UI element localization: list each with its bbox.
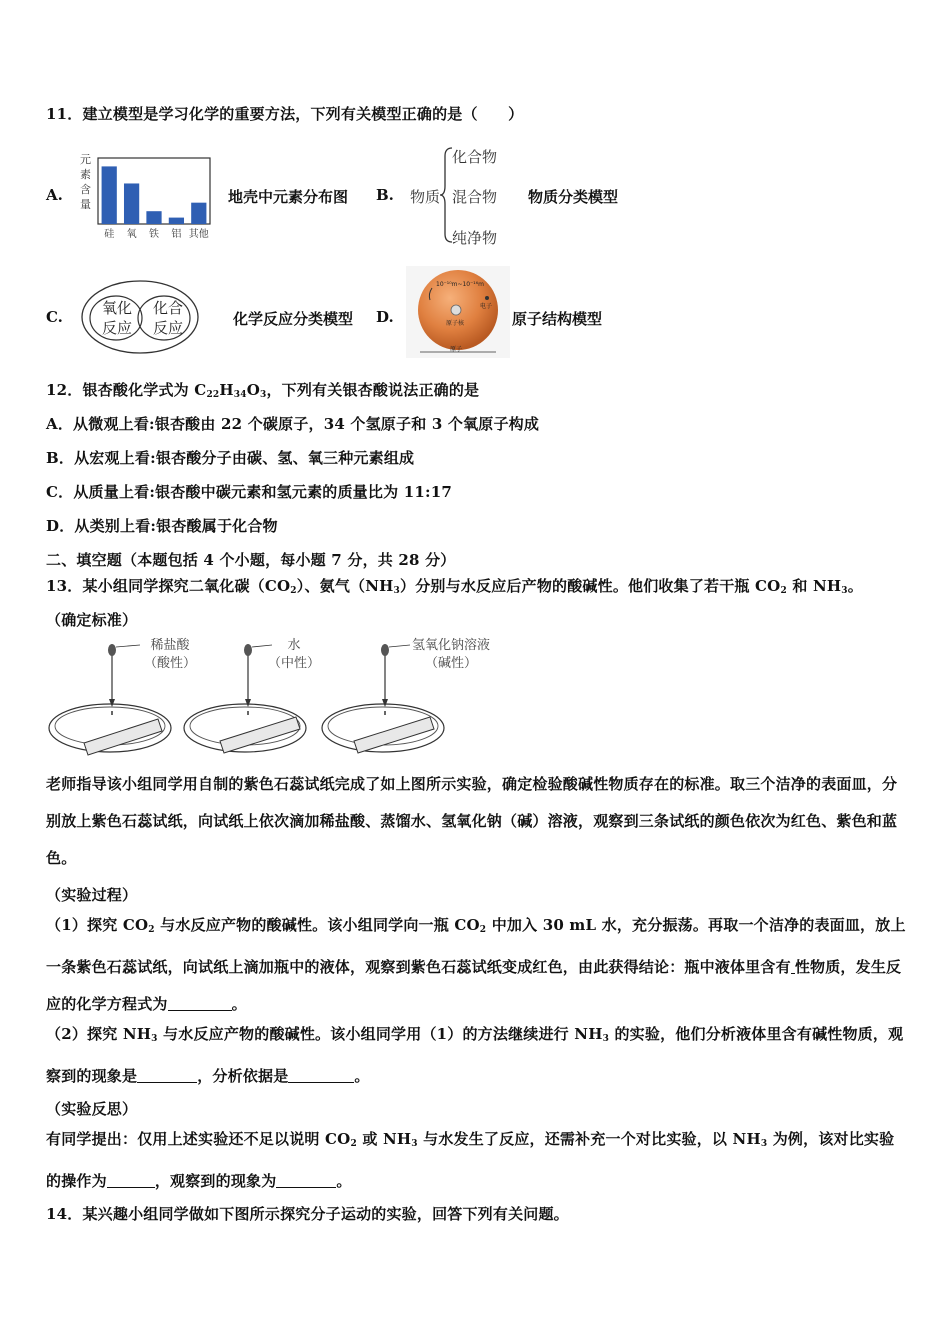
- q13-part: 和 NH: [786, 577, 842, 595]
- section-heading: 二、填空题（本题包括 4 个小题，每小题 7 分，共 28 分）: [46, 551, 456, 569]
- p3-text: 或 NH: [356, 1130, 412, 1148]
- dish-label-2: [268, 637, 320, 673]
- answer-blank[interactable]: [137, 1068, 197, 1083]
- q11-c-right-label: [153, 298, 183, 338]
- dish-label-prop: （碱性）: [425, 656, 478, 671]
- q13-sub: 2: [780, 586, 787, 596]
- answer-blank[interactable]: [276, 1173, 336, 1188]
- p3-text: ，观察到的现象为: [154, 1172, 277, 1190]
- atom-top-label: 10⁻¹⁰m~10⁻¹⁶m: [436, 281, 484, 288]
- q13-part3: [46, 1121, 908, 1200]
- atom-nucleus-label: 原子核: [446, 320, 465, 327]
- dish-label-3: [412, 637, 490, 673]
- p3-text: 为例，该对比实验的操作为: [46, 1130, 895, 1190]
- q12-option-d: D．从类别上看:银杏酸属于化合物: [46, 517, 278, 535]
- q13-stem: [46, 575, 863, 596]
- q11-b-root: 物质: [410, 188, 441, 206]
- q12-option-c: C．从质量上看:银杏酸中碳元素和氢元素的质量比为 11:17: [46, 483, 452, 501]
- c-left-line: 氧化: [102, 299, 133, 317]
- reaction-venn-diagram: [78, 278, 202, 356]
- watch-glass-experiment-diagram: [48, 635, 468, 755]
- q12-sub: 3: [259, 390, 267, 400]
- q12-option-a: A．从微观上看:银杏酸由 22 个碳原子，34 个氢原子和 3 个氧原子构成: [46, 415, 540, 433]
- bar-3: [169, 218, 184, 224]
- p2-text: 的实验，他们分析液体里含有碱性物质，观察到的现象是: [46, 1025, 904, 1085]
- q13-part: ）分别与水反应后产物的酸碱性。他们收集了若干瓶 CO: [400, 577, 781, 595]
- p2-text: 与水反应产物的酸碱性。该小组同学用（1）的方法继续进行 NH: [157, 1025, 603, 1043]
- p1-text: （1）探究 CO: [46, 916, 149, 934]
- p3-text: 有同学提出：仅用上述实验还不足以说明 CO: [46, 1130, 351, 1148]
- q11-option-d-caption: 原子结构模型: [512, 310, 603, 328]
- p3-text: 。: [336, 1172, 352, 1190]
- q12-stem-part: ，下列有关银杏酸说法正确的是: [266, 381, 480, 399]
- atom-bottom-label: 原子: [450, 346, 463, 353]
- q13-teacher-paragraph: 老师指导该小组同学用自制的紫色石蕊试纸完成了如上图所示实验，确定检验酸碱性物质存在的标准。取三个洁净的表面皿，分别放上紫色石蕊试纸，向试纸上依次滴加稀盐酸、蒸馏水、氢氧化钠（碱）溶液，观察到三条试纸的颜色依次为红色、紫色和蓝色。: [46, 775, 898, 867]
- q11-b-branch-pure: 纯净物: [452, 229, 498, 247]
- ylabel-char: 元: [80, 153, 91, 166]
- p1-sub: 2: [148, 925, 155, 935]
- tick-label: 其他: [188, 229, 209, 240]
- q13-heading-process: （实验过程）: [46, 886, 138, 904]
- q13-sub: 3: [841, 586, 848, 596]
- q14-stem: 14．某兴趣小组同学做如下图所示探究分子运动的实验，回答下列有关问题。: [46, 1205, 569, 1223]
- ylabel-char: 量: [80, 198, 91, 211]
- answer-blank[interactable]: [288, 1068, 354, 1083]
- q12-option-b: B．从宏观上看:银杏酸分子由碳、氢、氧三种元素组成: [46, 449, 415, 467]
- q13-heading-reflect: （实验反思）: [46, 1100, 138, 1118]
- p3-sub: 3: [760, 1139, 768, 1149]
- p2-sub: 3: [151, 1034, 158, 1044]
- p2-sub: 3: [602, 1034, 610, 1044]
- ylabel-char: 素: [80, 168, 91, 181]
- tick-label: 硅: [104, 229, 115, 240]
- p3-sub: 3: [411, 1139, 418, 1149]
- q11-stem: 11．建立模型是学习化学的重要方法，下列有关模型正确的是（ ）: [46, 105, 524, 123]
- q12-sub: 22: [206, 390, 220, 400]
- p2-text: （2）探究 NH: [46, 1025, 152, 1043]
- p3-text: 与水发生了反应，还需补充一个对比实验，以 NH: [417, 1130, 761, 1148]
- element-distribution-bar-chart: [96, 150, 226, 242]
- q11-option-b-caption: 物质分类模型: [528, 188, 619, 206]
- q13-sub: 3: [393, 586, 401, 596]
- q11-c-left-label: [102, 298, 132, 338]
- q12-stem: [46, 379, 479, 400]
- c-left-line: 反应: [102, 319, 133, 337]
- p1-sub: 2: [479, 925, 487, 935]
- dish-label-name: 水: [287, 638, 301, 653]
- tick-label: 铝: [171, 229, 182, 240]
- p2-text: 。: [354, 1067, 370, 1085]
- c-right-line: 反应: [153, 319, 184, 337]
- q11-b-branch-compound: 化合物: [452, 148, 498, 166]
- bar-4: [191, 203, 206, 224]
- q13-part: 13．某小组同学探究二氧化碳（CO: [46, 577, 291, 595]
- q12-sub: 34: [233, 390, 247, 400]
- q11-option-a-letter: A.: [46, 186, 63, 204]
- p3-sub: 2: [350, 1139, 357, 1149]
- dish-label-name: 氢氧化钠溶液: [412, 638, 491, 653]
- q13-heading-standard: （确定标准）: [46, 611, 138, 629]
- q11-option-a-caption: 地壳中元素分布图: [228, 188, 349, 206]
- q11-option-c-caption: 化学反应分类模型: [233, 310, 354, 328]
- q13-part1: [46, 907, 908, 1023]
- p1-text: 性物质，发生反应的化学方程式为: [46, 958, 902, 1013]
- bar-1: [124, 183, 139, 224]
- q11-a-ylabel: [80, 152, 94, 212]
- p1-text: 与水反应产物的酸碱性。该小组同学向一瓶 CO: [154, 916, 480, 934]
- q12-stem-part: 12．银杏酸化学式为 C: [46, 381, 207, 399]
- dish-label-prop: （酸性）: [144, 656, 197, 671]
- q11-option-c-letter: C.: [46, 308, 63, 326]
- dish-label-prop: （中性）: [268, 656, 321, 671]
- bar-0: [102, 166, 117, 224]
- ylabel-char: 含: [80, 183, 91, 196]
- tick-label: 铁: [149, 229, 159, 240]
- q13-part: ）、氨气（NH: [296, 577, 394, 595]
- bar-2: [146, 211, 161, 224]
- dish-label-1: [144, 637, 196, 673]
- p1-text: 。: [231, 995, 247, 1013]
- q13-part2: [46, 1016, 908, 1095]
- q12-stem-part: O: [246, 381, 260, 399]
- answer-blank[interactable]: [107, 1173, 155, 1188]
- atom-electron-label: 电子: [480, 303, 493, 310]
- p2-text: ，分析依据是: [197, 1067, 289, 1085]
- q11-option-b-letter: B.: [376, 186, 394, 204]
- answer-blank[interactable]: [168, 996, 232, 1011]
- q12-stem-part: H: [219, 381, 234, 399]
- dish-label-name: 稀盐酸: [150, 638, 190, 653]
- q11-b-branch-mixture: 混合物: [452, 188, 498, 206]
- q13-part: 。: [847, 577, 863, 595]
- p1-text: 中加入 30 mL 水，充分振荡。再取一个洁净的表面皿，放上一条紫色石蕊试纸，向试纸上滴加瓶中的液体，观察到紫色石蕊试纸变成红色，由此获得结论：瓶中液体里含有: [46, 916, 906, 976]
- q11-option-d-letter: D.: [376, 308, 394, 326]
- c-right-line: 化合: [153, 299, 184, 317]
- tick-label: 氧: [126, 229, 137, 240]
- q13-sub: 2: [290, 586, 297, 596]
